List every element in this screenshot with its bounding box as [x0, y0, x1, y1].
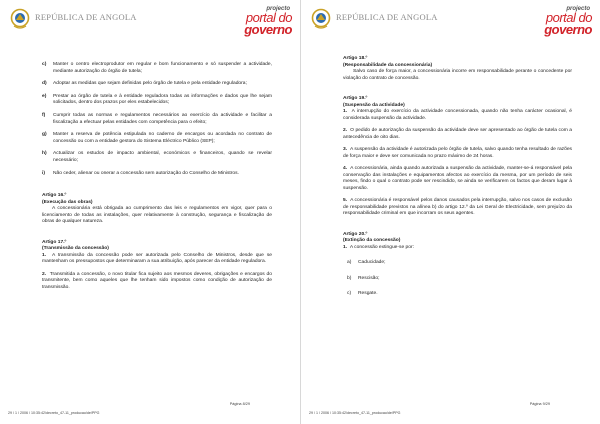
list-text: Caducidade;	[358, 260, 386, 265]
list-marker: f)	[42, 112, 46, 118]
article-16-subtitle: (Execução das obras)	[42, 199, 93, 205]
page-body	[343, 56, 572, 304]
article-18-subtitle: (Responsabilidade da concessionária)	[343, 62, 433, 68]
brand-portal-b: do	[278, 10, 292, 25]
article-20-paragraph-1	[343, 245, 572, 252]
paragraph-number: 3.	[343, 147, 348, 152]
paragraph-text: A interrupção do exercício da actividade concessionada, quando não tenha carácter ocasional, é considerada suspensão da actividade.	[343, 109, 573, 121]
brand-portal-a: portal	[245, 10, 276, 25]
list-marker: h)	[42, 151, 47, 157]
article-20-title: Artigo 20.º	[343, 231, 368, 237]
paragraph-text: A concessão extingue-se por:	[349, 244, 414, 250]
paragraph-number: 4.	[343, 166, 348, 171]
list-text: Manter o centro electroprodutor em regular e bom funcionamento e só suspender a actividade, mediante autorização do órgão de tutela;	[53, 62, 272, 74]
article-17-paragraph-1	[42, 253, 272, 266]
footer-path: 29 / 1 / 2006 / 10:35:42/decreto_47-11_producao/de/PPG	[8, 411, 100, 415]
brand-portal-b: do	[578, 10, 592, 25]
paragraph-text: A suspensão da actividade é autorizada pelo órgão de tutela, salvo quando tenha resultado de razões de força maior e deve ser comunicada no prazo máximo de 24 horas.	[343, 147, 573, 159]
document-page-right	[300, 0, 600, 424]
paragraph-text: Transmitida a concessão, o novo titular fica sujeito aos mesmos deveres, obrigações e encargos do transmitente, bem como aqueles que lhe tenham sido impostos como condição de autorização de transmissão.	[42, 271, 272, 290]
paragraph-number: 1.	[343, 244, 348, 250]
brand-projecto: projecto	[266, 6, 290, 12]
paragraph-number: 2.	[42, 271, 47, 277]
list-item	[42, 62, 272, 75]
paragraph-number: 1.	[343, 109, 348, 114]
article-16-text: A concessionária está obrigada ao cumprimento das leis e regulamentos em vigor, quer para o licenciamento de todas as instalações, quer relativamente à construção, segurança e fiscalização de obras de qualquer natureza.	[42, 206, 272, 225]
angola-emblem-icon	[311, 8, 331, 30]
article-18-text: Salvo caso de força maior, a concessionária incorre em responsabilidade perante o concedente por violação do contrato de concessão.	[343, 69, 572, 81]
paragraph-text: O pedido de autorização da suspensão da actividade deve ser apresentado ao órgão de tutela com a antecedência de oito dias.	[343, 128, 572, 140]
list-item	[42, 94, 272, 107]
list-text: Manter a reserva de potência estipulada no caderno de encargos ou acordada no contrato de concessão ou com a entidade gestora do Sistema Eléctrico Público (SEP);	[53, 132, 272, 144]
page-header	[309, 6, 592, 38]
list-item	[347, 291, 572, 298]
article-19-paragraph-4	[343, 166, 572, 192]
list-marker: b)	[347, 275, 352, 281]
page-header	[8, 6, 292, 38]
list-item	[42, 113, 272, 126]
brand-governo: governo	[544, 22, 592, 37]
article-16-title: Artigo 16.º	[42, 193, 67, 199]
list-marker: e)	[42, 93, 47, 99]
list-item	[42, 132, 272, 145]
brand-governo: governo	[244, 22, 292, 37]
article-17-title: Artigo 17.º	[42, 239, 67, 245]
brand-projecto: projecto	[566, 6, 590, 12]
article-19-paragraph-2	[343, 128, 572, 141]
list-item	[347, 260, 572, 267]
list-marker: i)	[42, 170, 45, 176]
page-number: Página 8/29	[229, 402, 250, 406]
list-marker: g)	[42, 132, 47, 138]
paragraph-number: 1.	[42, 252, 47, 258]
angola-emblem-icon	[10, 8, 30, 30]
list-text: Actualizar os estudos de impacto ambiental, económicos e financeiros, quando se revelar necessário;	[53, 151, 272, 163]
paragraph-text: A transmissão da concessão pode ser autorizada pelo Conselho de Ministros, desde que se mantenham os pressupostos que determinaram a sua atribuição, após parecer da entidade reguladora.	[42, 252, 272, 265]
footer-path: 29 / 1 / 2006 / 10:35:42/decreto_47-11_producao/de/PPG	[309, 411, 401, 415]
list-text: Rescisão;	[358, 275, 380, 281]
page-body	[42, 62, 272, 297]
republic-title: REPÚBLICA DE ANGOLA	[336, 12, 438, 22]
list-text: Não ceder, alienar ou onerar a concessão sem autorização do Conselho de Ministros.	[53, 170, 239, 176]
paragraph-number: 2.	[343, 128, 348, 133]
article-19-paragraph-5	[343, 198, 572, 218]
list-item	[42, 171, 272, 178]
article-19-subtitle: (Suspensão da actividade)	[343, 102, 405, 108]
page-number: Página 9/29	[529, 402, 550, 406]
list-text: Prestar ao órgão de tutela e à entidade reguladora todas as informações e dados que lhe sejam solicitados, dentro dos prazos por eles estabelecidos;	[53, 93, 272, 106]
list-item	[42, 151, 272, 164]
list-text: Adoptar as medidas que sejam definidas pelo órgão de tutela e pela entidade reguladora;	[53, 81, 247, 87]
brand-portal-a: portal	[545, 10, 576, 25]
portal-do-governo-logo	[506, 6, 592, 38]
article-19-paragraph-1	[343, 109, 572, 122]
paragraph-text: A concessionária é responsável pelos danos causados pela interrupção, salvo nos casos de exclusão de responsabilidade previstos na alínea b) do artigo 12.º da Lei Geral de Electricidade, sem prejuízo da responsabilidade criminal em que incorram os seus agentes.	[343, 198, 572, 216]
article-20-subtitle: (Extinção da concessão)	[343, 238, 401, 243]
article-18-title: Artigo 18.º	[343, 56, 368, 61]
list-marker: a)	[347, 260, 352, 265]
list-marker: d)	[42, 81, 47, 87]
article-17-paragraph-2	[42, 272, 272, 292]
article-19-paragraph-3	[343, 147, 572, 160]
article-19-title: Artigo 19.º	[343, 96, 368, 101]
republic-title: REPÚBLICA DE ANGOLA	[35, 12, 137, 22]
list-text: Resgate.	[358, 291, 378, 297]
list-item	[42, 81, 272, 88]
list-marker: c)	[347, 291, 352, 297]
list-marker: c)	[42, 62, 47, 67]
article-17-subtitle: (Transmissão da concessão)	[42, 246, 109, 252]
list-item	[347, 276, 572, 283]
paragraph-number: 5.	[343, 198, 348, 203]
list-text: Cumprir todas as normas e regulamentos necessários ao exercício da actividade e facilitar a fiscalização a efectuar pelas entidades com competência para o efeito;	[53, 112, 272, 125]
paragraph-text: A concessionária, ainda quando autorizada a suspensão da actividade, manter-se-á responsável pela conservação das instalações e equipamentos afectos ao exercício da mesma, por um período de seis meses, findo o qual o contrato pode ser rescindido, se ainda se verificarem os factos que deram lugar à suspensão.	[343, 166, 572, 191]
portal-do-governo-logo	[206, 6, 292, 38]
